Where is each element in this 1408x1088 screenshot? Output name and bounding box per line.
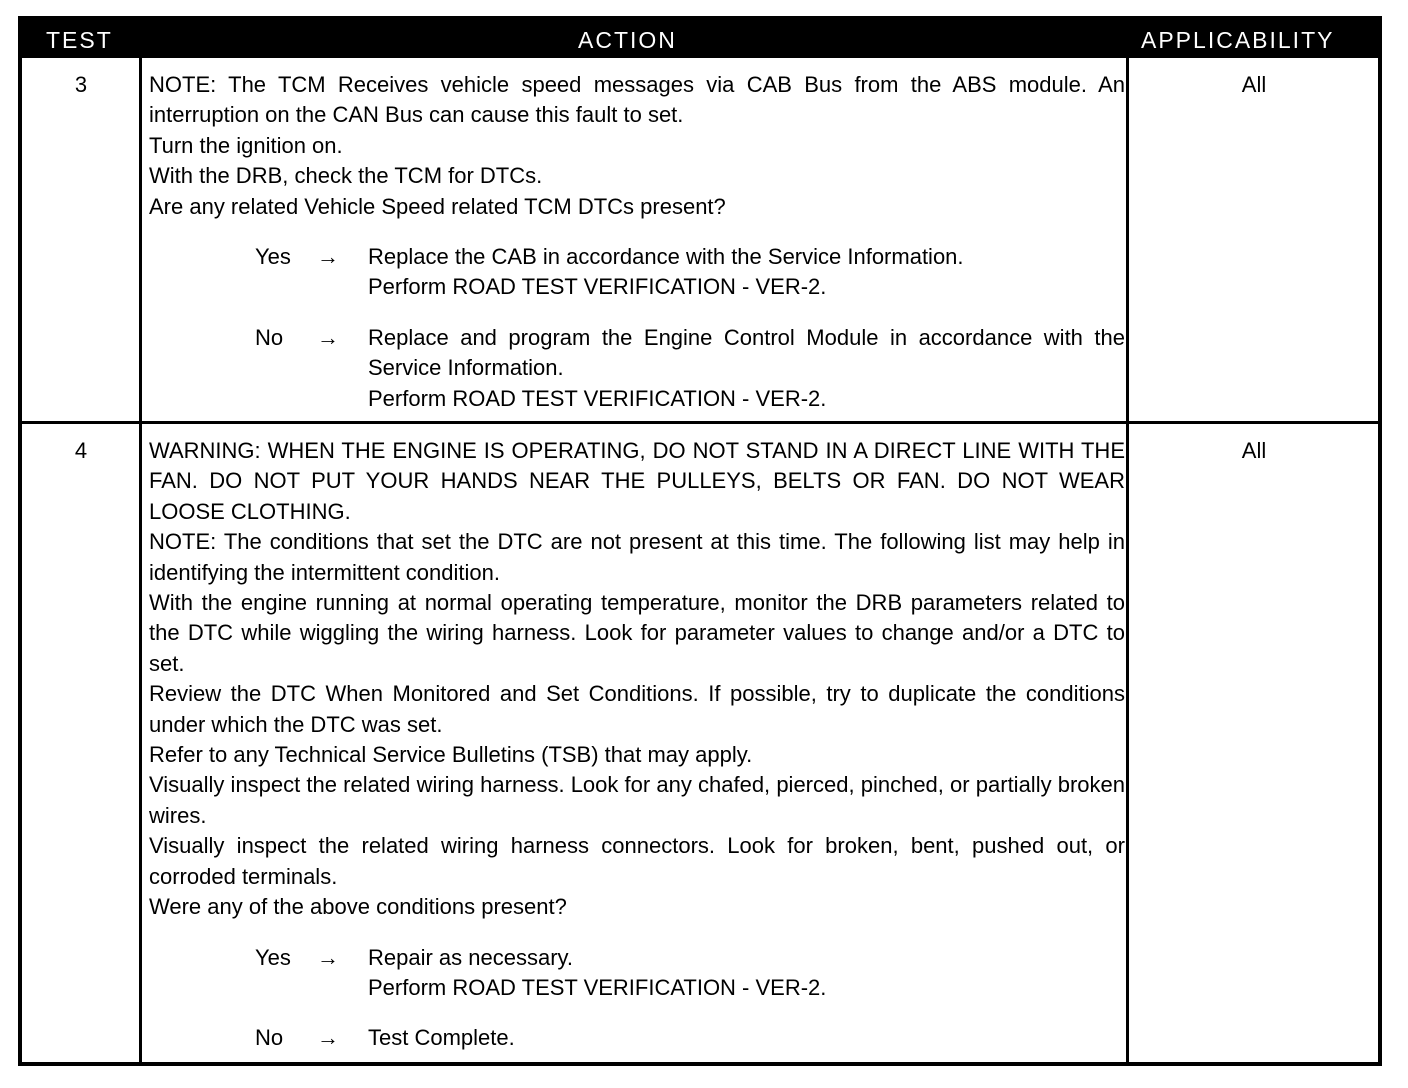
arrow-right-icon: → [317,324,339,350]
yes-result [149,242,1125,303]
row-divider [22,421,1378,424]
result-text: Repair as necessary. [368,944,574,970]
test-number-4: 4 [74,438,88,463]
action-text: NOTE: The conditions that set the DTC are not present at this time. The following list may help in identifying the intermittent condition. [149,529,1125,585]
arrow-right-icon: → [317,944,339,970]
result-text: Replace the CAB in accordance with the Service Information. [368,244,964,270]
action-text: Visually inspect the related wiring harness connectors. Look for broken, bent, pushed out, or corroded terminals. [149,833,1125,889]
no-label: No [255,1025,284,1051]
action-cell-4 [149,436,1125,1054]
header-applicability: APPLICABILITY [1141,27,1335,53]
action-text: Are any related Vehicle Speed related TCM DTCs present? [149,193,726,219]
action-text: Review the DTC When Monitored and Set Conditions. If possible, try to duplicate the conditions under which the DTC was set. [149,681,1125,737]
column-divider-action [1126,58,1129,1062]
no-label: No [255,324,284,350]
column-divider-test [139,58,142,1062]
no-result [149,1023,1125,1053]
header-test: TEST [46,27,113,53]
arrow-right-icon: → [317,1025,339,1051]
applicability-3: All [1241,72,1267,97]
no-result [149,323,1125,414]
result-text: Perform ROAD TEST VERIFICATION - VER-2. [368,274,827,300]
action-text: Refer to any Technical Service Bulletins (TSB) that may apply. [149,742,753,768]
diagnostic-table [18,16,1382,1066]
yes-result [149,943,1125,1004]
action-text: Were any of the above conditions present? [149,894,567,920]
applicability-4: All [1241,438,1267,463]
result-text: Perform ROAD TEST VERIFICATION - VER-2. [368,385,827,411]
action-text: NOTE: The TCM Receives vehicle speed messages via CAB Bus from the ABS module. An interruption on the CAN Bus can cause this fault to set. [149,72,1125,128]
action-text: Turn the ignition on. [149,132,343,158]
action-text: Visually inspect the related wiring harness. Look for any chafed, pierced, pinched, or partially broken wires. [149,772,1125,828]
header-action: ACTION [578,27,677,53]
yes-label: Yes [255,244,291,270]
table-header [22,20,1378,58]
action-text: With the engine running at normal operating temperature, monitor the DRB parameters related to the DTC while wiggling the wiring harness. Look for parameter values to change and/or a DTC to set. [149,590,1125,676]
test-number-3: 3 [74,72,88,97]
result-text: Test Complete. [368,1025,515,1051]
arrow-right-icon: → [317,244,339,270]
result-text: Replace and program the Engine Control Module in accordance with the Service Information. [368,324,1125,381]
action-text: With the DRB, check the TCM for DTCs. [149,163,543,189]
action-cell-3 [149,70,1125,414]
yes-label: Yes [255,944,291,970]
result-text: Perform ROAD TEST VERIFICATION - VER-2. [368,974,827,1000]
action-text: WARNING: WHEN THE ENGINE IS OPERATING, DO NOT STAND IN A DIRECT LINE WITH THE FAN. DO NOT PUT YOUR HANDS NEAR THE PULLEYS, BELTS OR FAN. DO NOT WEAR LOOSE CLOTHING. [149,438,1125,524]
